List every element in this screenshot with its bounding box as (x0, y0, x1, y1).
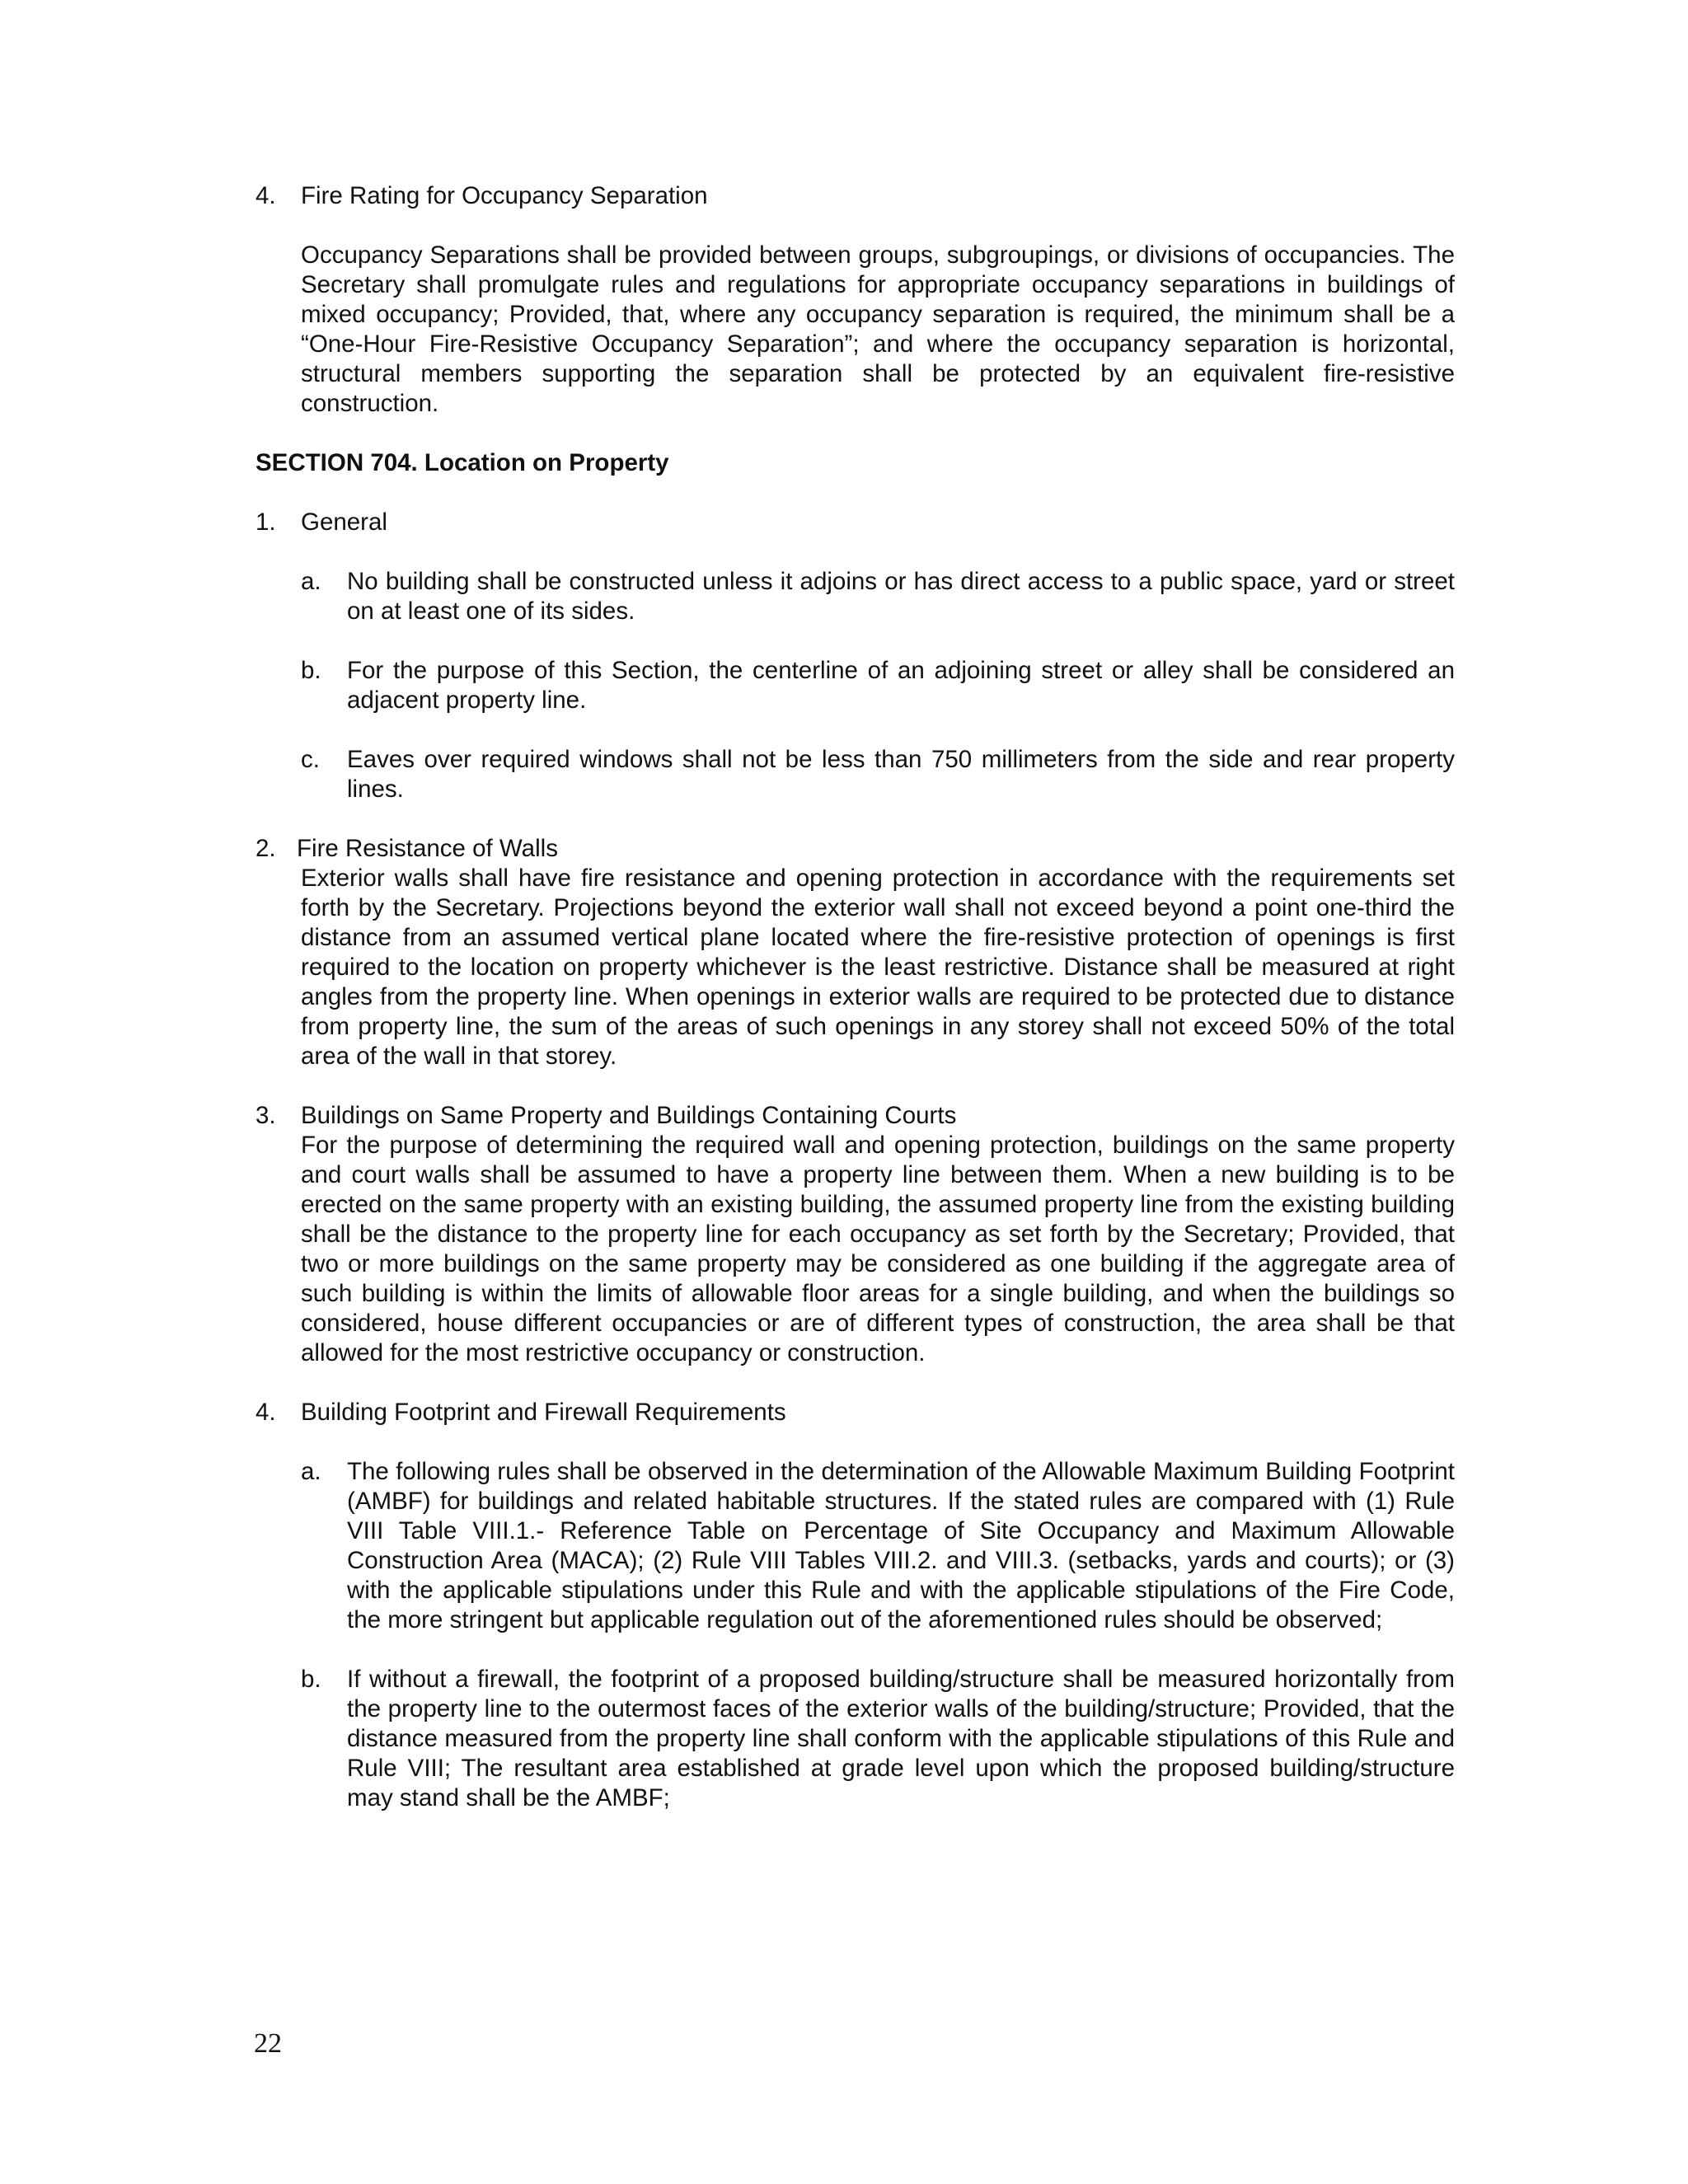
sub-item-label: b. (301, 1666, 321, 1693)
sub-item-text: The following rules shall be observed in the determination of the Allowable Maximum Building Footprint (AMBF) for buildings and related habitable structures. If the stated rules are compared with (1) Rule VIII Table VIII.1.- Reference Table on Percentage of Site Occupancy and Maximum Allowable Construction Area (MACA); (2) Rule VIII Tables VIII.2. and VIII.3. (setbacks, yards and courts); or (3) with the applicable stipulations under this Rule and with the applicable stipulations of the Fire Code, the more stringent but applicable regulation out of the aforementioned rules should be observed; (347, 1458, 1455, 1633)
item-paragraph: Exterior walls shall have fire resistance and opening protection in accordance with the requirements set forth by the Secretary. Projections beyond the exterior wall shall not exceed beyond a point one-third the distance from an assumed vertical plane located where the fire-resistive protection of openings is first required to the location on property whichever is the least restrictive. Distance shall be measured at right angles from the property line. When openings in exterior walls are required to be protected due to distance from property line, the sum of the areas of such openings in any storey shall not exceed 50% of the total area of the wall in that storey. (301, 865, 1455, 1070)
sub-item (301, 1665, 1455, 1813)
sub-item-label: a. (301, 1458, 321, 1485)
item-heading (256, 508, 1455, 537)
sub-item (301, 1457, 1455, 1635)
sub-item-text: No building shall be constructed unless it adjoins or has direct access to a public space, yard or street on at least one of its sides. (347, 568, 1455, 625)
sub-item-text: Eaves over required windows shall not be less than 750 millimeters from the side and rear property lines. (347, 746, 1455, 803)
item-heading (256, 834, 1455, 864)
sub-item-label: c. (301, 746, 320, 773)
item-heading (256, 1398, 1455, 1427)
item-number: 4. (256, 1399, 276, 1426)
sub-item-label: a. (301, 568, 321, 595)
item-number: 4. (256, 182, 276, 209)
page-content (256, 181, 1455, 1843)
sub-item (301, 745, 1455, 804)
item-number: 2. (256, 835, 276, 862)
page-number: 22 (254, 2028, 282, 2059)
section-heading: SECTION 704. Location on Property (256, 449, 669, 476)
item-paragraph: Occupancy Separations shall be provided between groups, subgroupings, or divisions of occupancies. The Secretary shall promulgate rules and regulations for appropriate occupancy separations in buildings of mixed occupancy; Provided, that, where any occupancy separation is required, the minimum shall be a “One-Hour Fire-Resistive Occupancy Separation”; and where the occupancy separation is horizontal, structural members supporting the separation shall be protected by an equivalent fire-resistive construction. (301, 241, 1455, 417)
sub-item-label: b. (301, 657, 321, 684)
item-title: General (301, 509, 387, 536)
item-heading (256, 1101, 1455, 1131)
item-paragraph: For the purpose of determining the required wall and opening protection, buildings on the same property and court walls shall be assumed to have a property line between them. When a new building is to be erected on the same property with an existing building, the assumed property line from the existing building shall be the distance to the property line for each occupancy as set forth by the Secretary; Provided, that two or more buildings on the same property may be considered as one building if the aggregate area of such building is within the limits of allowable floor areas for a single building, and when the buildings so considered, house different occupancies or are of different types of construction, the area shall be that allowed for the most restrictive occupancy or construction. (301, 1132, 1455, 1366)
sub-item-text: For the purpose of this Section, the centerline of an adjoining street or alley shall be considered an adjacent property line. (347, 657, 1455, 714)
item-number: 3. (256, 1102, 276, 1129)
sub-item (301, 567, 1455, 626)
sub-item-text: If without a firewall, the footprint of a proposed building/structure shall be measured horizontally from the property line to the outermost faces of the exterior walls of the building/structure; Provided, that the distance measured from the property line shall conform with the applicable stipulations of this Rule and Rule VIII; The resultant area established at grade level upon which the proposed building/structure may stand shall be the AMBF; (347, 1666, 1455, 1811)
item-title: Fire Rating for Occupancy Separation (301, 182, 708, 209)
sub-item (301, 656, 1455, 715)
item-number: 1. (256, 509, 276, 536)
item-title: Buildings on Same Property and Buildings Containing Courts (301, 1102, 957, 1129)
item-title: Building Footprint and Firewall Requirements (301, 1399, 786, 1426)
item-heading (256, 181, 1455, 211)
item-title: Fire Resistance of Walls (297, 835, 558, 862)
